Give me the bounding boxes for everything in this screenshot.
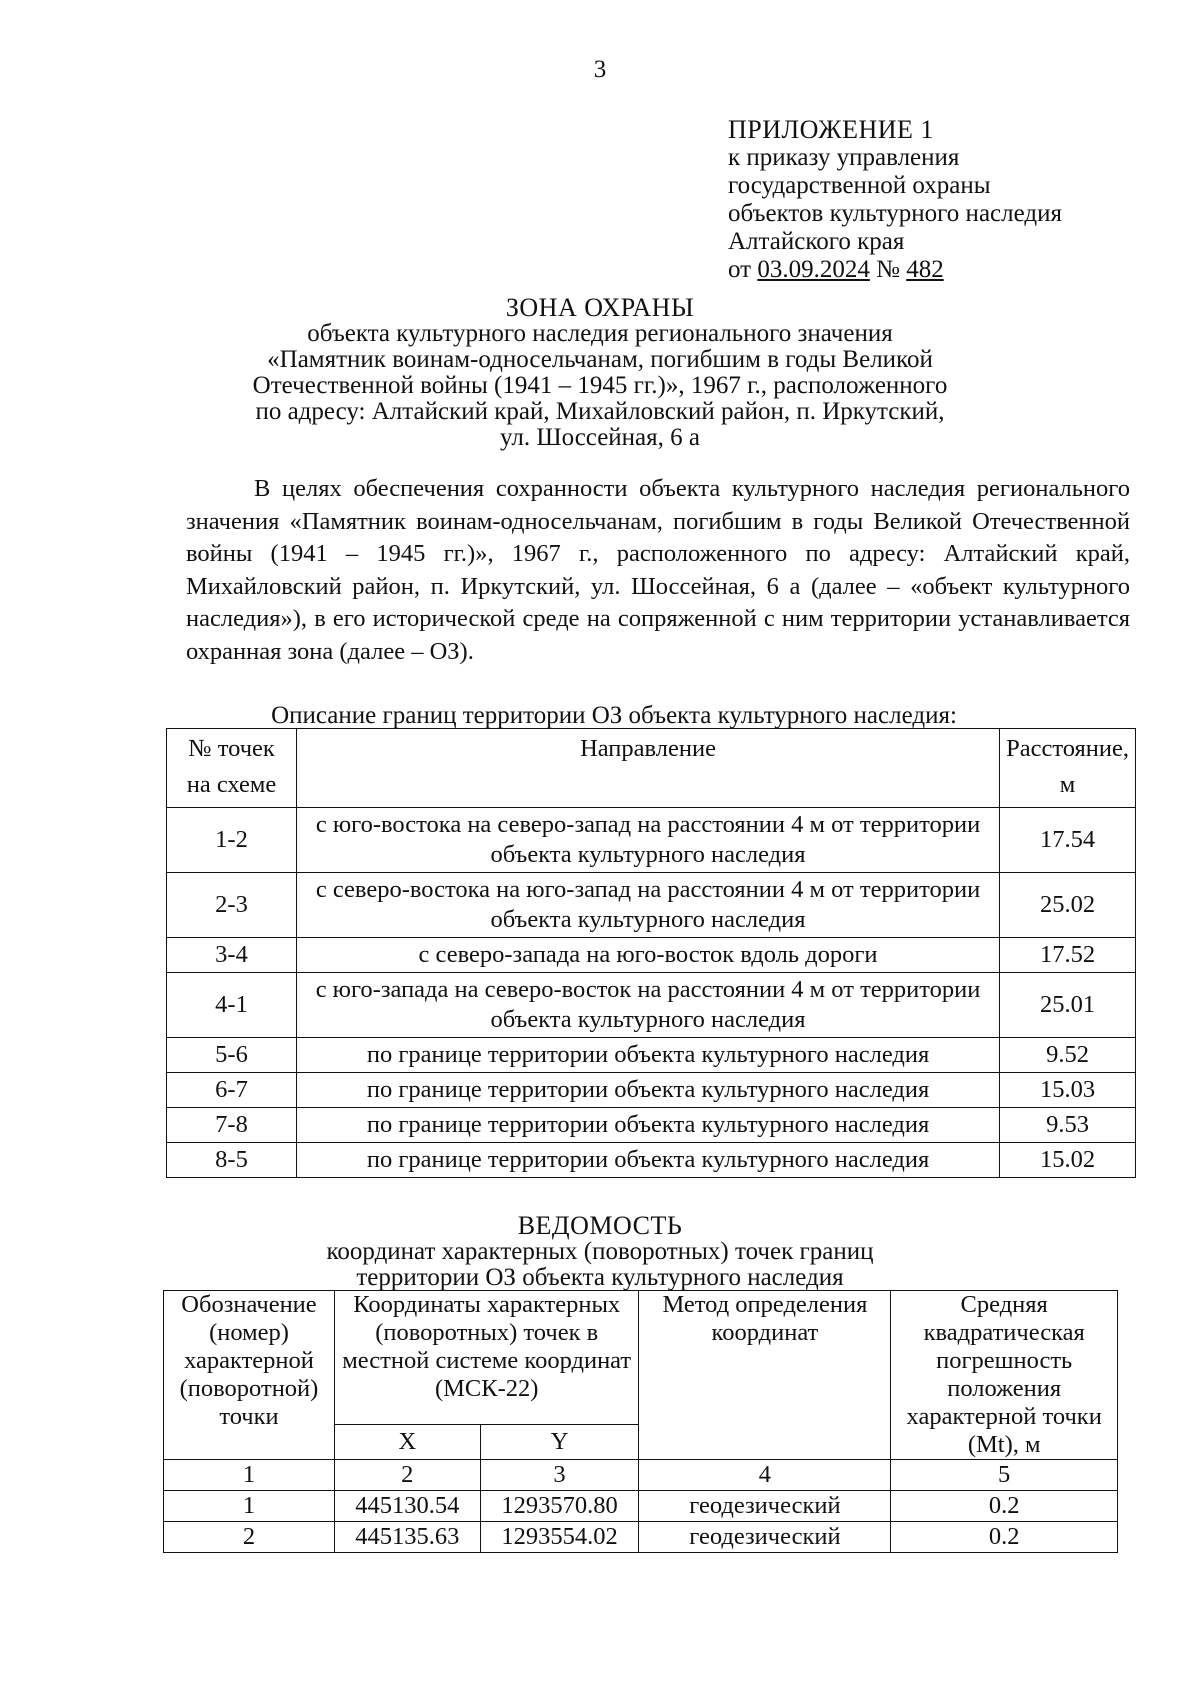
appendix-line: Алтайского края xyxy=(728,228,905,255)
cell-points: 5-6 xyxy=(167,1038,297,1073)
appendix-number-sign: № xyxy=(876,256,900,283)
appendix-date-prefix: от xyxy=(728,256,752,283)
cell-x: 445135.63 xyxy=(334,1522,480,1553)
header-points-line2: на схеме xyxy=(186,771,277,798)
cell-direction: с северо-запада на юго-восток вдоль дороги xyxy=(297,938,1000,973)
table-row xyxy=(167,1038,1136,1073)
column-number: 5 xyxy=(891,1460,1118,1491)
cell-direction: с северо-востока на юго-запад на расстоянии 4 м от территории объекта культурного наследия xyxy=(297,873,1000,938)
boundary-description-table xyxy=(166,728,1136,1178)
table-row xyxy=(167,1143,1136,1178)
header-method: Метод определения координат xyxy=(639,1291,891,1460)
cell-points: 4-1 xyxy=(167,973,297,1038)
column-number: 3 xyxy=(480,1460,639,1491)
zone-heading-line: ул. Шоссейная, 6 а xyxy=(499,424,700,451)
table-row xyxy=(164,1522,1118,1553)
cell-direction: по границе территории объекта культурного наследия xyxy=(297,1073,1000,1108)
cell-error: 0.2 xyxy=(891,1491,1118,1522)
cell-distance: 9.53 xyxy=(1000,1108,1136,1143)
cell-direction: с юго-запада на северо-восток на расстоянии 4 м от территории объекта культурного наследия xyxy=(297,973,1000,1038)
header-error: Средняя квадратическая погрешность положения характерной точки (Mt), м xyxy=(891,1291,1118,1460)
column-number: 4 xyxy=(639,1460,891,1491)
appendix-line: объектов культурного наследия xyxy=(728,200,1062,227)
cell-points: 7-8 xyxy=(167,1108,297,1143)
zone-heading-line: «Памятник воинам-односельчанам, погибшим в годы Великой xyxy=(267,346,933,373)
cell-distance: 25.01 xyxy=(1000,973,1136,1038)
cell-direction: по границе территории объекта культурного наследия xyxy=(297,1143,1000,1178)
appendix-number: 482 xyxy=(906,256,944,283)
zone-heading-line: объекта культурного наследия регионального значения xyxy=(307,320,893,347)
cell-distance: 15.02 xyxy=(1000,1143,1136,1178)
appendix-date: 03.09.2024 xyxy=(757,256,870,283)
statement-line: координат характерных (поворотных) точек границ xyxy=(326,1238,874,1265)
cell-method: геодезический xyxy=(639,1491,891,1522)
table1-caption: Описание границ территории ОЗ объекта культурного наследия: xyxy=(271,702,957,729)
header-points xyxy=(167,729,297,808)
table-header-row xyxy=(167,729,1136,808)
cell-y: 1293570.80 xyxy=(480,1491,639,1522)
intro-paragraph: В целях обеспечения сохранности объекта культурного наследия регионального значения «Памятник воинам-односельчанам, погибшим в годы Великой Отечественной войны (1941 – 1945 гг.)», 1967 г., расположенного по адресу: Алтайский край, Михайловский район, п. Иркутский, ул. Шоссейная, 6 а (далее – «объект культурного наследия»), в его исторической среде на сопряженной с ним территории устанавливается охранная зона (далее – ОЗ). xyxy=(186,475,1130,665)
appendix-line: государственной охраны xyxy=(728,172,991,199)
statement-title: ВЕДОМОСТЬ xyxy=(517,1211,683,1240)
zone-heading xyxy=(150,295,1050,451)
table-header-row xyxy=(164,1291,1118,1425)
table-row xyxy=(164,1491,1118,1522)
column-number: 1 xyxy=(164,1460,335,1491)
cell-points: 1-2 xyxy=(167,808,297,873)
header-points-line1: № точек xyxy=(188,735,275,762)
cell-points: 8-5 xyxy=(167,1143,297,1178)
appendix-title: ПРИЛОЖЕНИЕ 1 xyxy=(728,115,934,144)
header-designation: Обозначение (номер) характерной (поворотной) точки xyxy=(164,1291,335,1460)
cell-direction: с юго-востока на северо-запад на расстоянии 4 м от территории объекта культурного наследия xyxy=(297,808,1000,873)
table-row xyxy=(167,873,1136,938)
header-y: Y xyxy=(480,1425,639,1460)
cell-method: геодезический xyxy=(639,1522,891,1553)
table-row xyxy=(167,973,1136,1038)
cell-direction: по границе территории объекта культурного наследия xyxy=(297,1038,1000,1073)
header-coordinates: Координаты характерных (поворотных) точек в местной системе координат (МСК-22) xyxy=(334,1291,639,1425)
header-distance-line2: м xyxy=(1059,771,1076,798)
cell-points: 2-3 xyxy=(167,873,297,938)
zone-heading-line: Отечественной войны (1941 – 1945 гг.)», 1967 г., расположенного xyxy=(252,372,948,399)
cell-distance: 9.52 xyxy=(1000,1038,1136,1073)
cell-point: 1 xyxy=(164,1491,335,1522)
cell-direction: по границе территории объекта культурного наследия xyxy=(297,1108,1000,1143)
statement-line: территории ОЗ объекта культурного наследия xyxy=(356,1264,844,1291)
zone-heading-line: по адресу: Алтайский край, Михайловский район, п. Иркутский, xyxy=(255,398,945,425)
cell-point: 2 xyxy=(164,1522,335,1553)
cell-y: 1293554.02 xyxy=(480,1522,639,1553)
cell-x: 445130.54 xyxy=(334,1491,480,1522)
statement-heading xyxy=(150,1213,1050,1291)
table-row xyxy=(167,808,1136,873)
appendix-line: к приказу управления xyxy=(728,144,960,171)
column-number: 2 xyxy=(334,1460,480,1491)
cell-distance: 15.03 xyxy=(1000,1073,1136,1108)
page-number: 3 xyxy=(593,56,607,83)
table-row xyxy=(167,938,1136,973)
cell-error: 0.2 xyxy=(891,1522,1118,1553)
cell-distance: 17.54 xyxy=(1000,808,1136,873)
zone-title: ЗОНА ОХРАНЫ xyxy=(505,293,695,322)
appendix-block xyxy=(728,116,1062,284)
header-distance-line1: Расстояние, xyxy=(1006,735,1129,762)
cell-distance: 25.02 xyxy=(1000,873,1136,938)
coordinates-table xyxy=(163,1290,1118,1553)
header-distance xyxy=(1000,729,1136,808)
table-row xyxy=(167,1073,1136,1108)
cell-points: 3-4 xyxy=(167,938,297,973)
cell-distance: 17.52 xyxy=(1000,938,1136,973)
table-row xyxy=(167,1108,1136,1143)
column-number-row xyxy=(164,1460,1118,1491)
header-direction: Направление xyxy=(297,729,1000,808)
header-x: X xyxy=(334,1425,480,1460)
appendix-date-line xyxy=(728,256,1062,284)
cell-points: 6-7 xyxy=(167,1073,297,1108)
